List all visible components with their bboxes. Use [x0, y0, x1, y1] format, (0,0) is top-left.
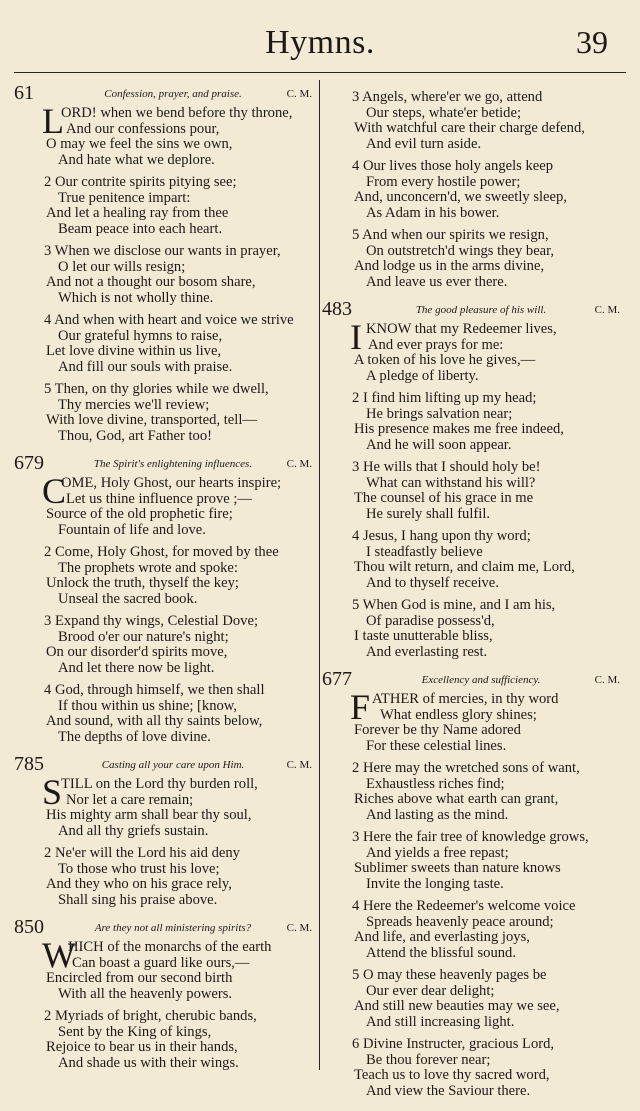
verse-line: And not a thought our bosom share, [46, 274, 256, 290]
verse-line: The counsel of his grace in me [354, 490, 534, 506]
verse-line: Forever be thy Name adored [354, 722, 521, 738]
verse-line: Encircled from our second birth [46, 970, 233, 986]
verse-line: 2 Here may the wretched sons of want, [352, 760, 580, 776]
hymn-topic: Confession, prayer, and praise. [104, 88, 242, 100]
verse-line: 3 Here the fair tree of knowledge grows, [352, 829, 589, 845]
verse-line: Nor let a care remain; [66, 791, 194, 808]
verse-line: 5 Then, on thy glories while we dwell, [44, 381, 269, 397]
drop-cap: C [42, 471, 67, 511]
drop-cap: S [42, 772, 63, 812]
verse-line: Let love divine within us live, [46, 343, 222, 359]
verse-line: 3 Angels, where'er we go, attend [352, 89, 543, 105]
verse-line: I steadfastly believe [366, 543, 483, 560]
verse-line: With love divine, transported, tell— [46, 412, 257, 428]
verse-line: Which is not wholly thine. [58, 289, 214, 306]
verse-line: 2 Come, Holy Ghost, for moved by thee [44, 544, 279, 560]
verse-line: Spreads heavenly peace around; [366, 913, 554, 930]
verse-line: Riches above what earth can grant, [354, 791, 559, 807]
verse-line: And let a healing ray from thee [46, 205, 229, 221]
hymn-number: 483 [322, 298, 352, 320]
verse-line: 5 O may these heavenly pages be [352, 967, 547, 983]
verse-line: And sound, with all thy saints below, [46, 713, 263, 729]
hymn-meter: C. M. [594, 674, 620, 686]
verse-line: And, unconcern'd, we sweetly sleep, [354, 189, 567, 205]
verse-line: Brood o'er our nature's night; [58, 628, 229, 645]
verse-line: If thou within us shine; [know, [58, 697, 238, 714]
verse-line: And to thyself receive. [366, 574, 499, 591]
verse-line: A pledge of liberty. [366, 367, 479, 384]
verse-line: And hate what we deplore. [58, 151, 215, 168]
verse-line: 2 Ne'er will the Lord his aid deny [44, 845, 240, 861]
verse-line: ATHER of mercies, in thy word [372, 691, 559, 707]
header-rule [14, 72, 626, 73]
hymn-meter: C. M. [594, 304, 620, 316]
verse-line: And view the Saviour there. [366, 1082, 531, 1099]
verse-line: Unseal the sacred book. [58, 590, 198, 607]
verse-line: What can withstand his will? [366, 474, 536, 491]
verse-line: Beam peace into each heart. [58, 220, 223, 237]
verse-line: And leave us ever there. [366, 273, 508, 290]
verse-line: And yields a free repast; [366, 844, 509, 861]
verse-line: Our grateful hymns to raise, [58, 327, 223, 344]
verse-line: With all the heavenly powers. [58, 985, 233, 1002]
verse-line: Shall sing his praise above. [58, 891, 218, 908]
verse-line: Fountain of life and love. [58, 521, 206, 538]
verse-line: For these celestial lines. [366, 737, 507, 754]
verse-line: His presence makes me free indeed, [354, 421, 564, 437]
verse-line: And life, and everlasting joys, [354, 929, 530, 945]
right-column [322, 90, 622, 1111]
verse-line: And lodge us in the arms divine, [354, 258, 545, 274]
verse-line: And our confessions pour, [66, 120, 220, 137]
hymn-topic: Excellency and sufficiency. [421, 674, 541, 686]
hymn-topic: The good pleasure of his will. [415, 304, 547, 316]
verse-line: Thy mercies we'll review; [58, 396, 210, 413]
verse-line: I taste unutterable bliss, [354, 628, 493, 644]
verse-line: Sublimer sweets than nature knows [354, 860, 561, 876]
verse-line: 2 Our contrite spirits pitying see; [44, 174, 237, 190]
verse-line: O may we feel the sins we own, [46, 136, 233, 152]
verse-line: Sent by the King of kings, [58, 1023, 212, 1040]
page-header [14, 24, 626, 70]
hymn-850-continued [322, 90, 622, 290]
column-divider [319, 80, 320, 1070]
verse-line: As Adam in his bower. [366, 204, 500, 221]
verse-line: Our steps, whate'er betide; [366, 104, 522, 121]
verse-line: Exhaustless riches find; [366, 775, 505, 792]
verse-line: O let our wills resign; [58, 258, 186, 275]
hymn-meter: C. M. [286, 88, 312, 100]
page-number: 39 [576, 24, 608, 60]
verse-line: 3 Expand thy wings, Celestial Dove; [44, 613, 259, 629]
verse-line: Let us thine influence prove ;— [66, 490, 253, 507]
verse-line: And evil turn aside. [366, 135, 482, 152]
verse-line: On outstretch'd wings they bear, [366, 242, 555, 259]
verse-line: KNOW that my Redeemer lives, [366, 321, 557, 337]
verse-line: Of paradise possess'd, [366, 612, 495, 629]
verse-line: HICH of the monarchs of the earth [68, 939, 272, 955]
verse-line: And he will soon appear. [366, 436, 512, 453]
hymn-785 [14, 753, 314, 908]
verse-line: 5 And when our spirits we resign, [352, 227, 549, 243]
verse-line: Can boast a guard like ours,— [72, 954, 250, 971]
verse-line: 6 Divine Instructer, gracious Lord, [352, 1036, 555, 1052]
hymn-677 [322, 668, 622, 1099]
verse-line: Be thou forever near; [366, 1051, 491, 1068]
verse-line: On our disorder'd spirits move, [46, 644, 228, 660]
hymn-number: 850 [14, 916, 44, 938]
verse-line: And shade us with their wings. [58, 1054, 239, 1071]
verse-line: He surely shall fulfil. [366, 505, 491, 522]
hymn-483 [322, 298, 622, 660]
verse-line: And all thy griefs sustain. [58, 822, 209, 839]
hymn-61 [14, 82, 314, 444]
hymn-topic: The Spirit's enlightening influences. [93, 458, 253, 470]
verse-line: And still increasing light. [366, 1013, 515, 1030]
verse-line: And they who on his grace rely, [46, 876, 232, 892]
hymn-number: 785 [14, 753, 44, 775]
verse-line: And let there now be light. [58, 659, 215, 676]
drop-cap: W [42, 935, 76, 975]
drop-cap: F [350, 687, 371, 727]
verse-line: And everlasting rest. [366, 643, 488, 660]
verse-line: Thou wilt return, and claim me, Lord, [354, 559, 575, 575]
verse-line: TILL on the Lord thy burden roll, [61, 776, 258, 792]
verse-line: And ever prays for me: [368, 336, 504, 353]
hymn-topic: Casting all your care upon Him. [101, 759, 245, 771]
verse-line: Thou, God, art Father too! [58, 427, 213, 444]
verse-line: 4 God, through himself, we then shall [44, 682, 265, 698]
verse-line: And still new beauties may we see, [354, 998, 560, 1014]
verse-line: The prophets wrote and spoke: [58, 559, 238, 576]
verse-line: With watchful care their charge defend, [354, 120, 585, 136]
verse-line: Source of the old prophetic fire; [46, 506, 233, 522]
verse-line: And fill our souls with praise. [58, 358, 233, 375]
verse-line: He brings salvation near; [366, 405, 513, 422]
verse-line: 4 Our lives those holy angels keep [352, 158, 554, 174]
drop-cap: I [350, 317, 362, 357]
verse-line: From every hostile power; [366, 173, 521, 190]
verse-line: 4 Here the Redeemer's welcome voice [352, 898, 576, 914]
hymn-679 [14, 452, 314, 745]
verse-line: 4 Jesus, I hang upon thy word; [352, 528, 531, 544]
hymn-topic: Are they not all ministering spirits? [94, 922, 252, 934]
verse-line: What endless glory shines; [380, 706, 537, 723]
verse-line: 3 When we disclose our wants in prayer, [44, 243, 281, 259]
hymn-meter: C. M. [286, 922, 312, 934]
verse-line: Teach us to love thy sacred word, [354, 1067, 550, 1083]
verse-line: True penitence impart: [58, 189, 191, 206]
verse-line: The depths of love divine. [58, 728, 211, 745]
verse-line: ORD! when we bend before thy throne, [61, 105, 293, 121]
hymn-850 [14, 916, 314, 1071]
verse-line: Attend the blissful sound. [366, 944, 516, 961]
verse-line: 5 When God is mine, and I am his, [352, 597, 556, 613]
verse-line: A token of his love he gives,— [354, 352, 536, 368]
hymn-number: 677 [322, 668, 352, 690]
verse-line: OME, Holy Ghost, our hearts inspire; [61, 475, 282, 491]
verse-line: Unlock the truth, thyself the key; [46, 575, 239, 591]
verse-line: 3 He wills that I should holy be! [352, 459, 541, 475]
hymn-meter: C. M. [286, 759, 312, 771]
verse-line: Our ever dear delight; [366, 982, 495, 999]
hymn-number: 679 [14, 452, 44, 474]
verse-line: And lasting as the mind. [366, 806, 509, 823]
hymn-meter: C. M. [286, 458, 312, 470]
left-column [14, 82, 314, 1083]
verse-line: Rejoice to bear us in their hands, [46, 1039, 238, 1055]
verse-line: Invite the longing taste. [366, 875, 504, 892]
page-title: Hymns. [265, 24, 375, 61]
verse-line: 4 And when with heart and voice we strive [44, 312, 294, 328]
hymn-number: 61 [14, 82, 34, 104]
verse-line: 2 I find him lifting up my head; [352, 390, 537, 406]
drop-cap: L [42, 101, 64, 141]
verse-line: His mighty arm shall bear thy soul, [46, 807, 252, 823]
verse-line: 2 Myriads of bright, cherubic bands, [44, 1008, 257, 1024]
verse-line: To those who trust his love; [58, 860, 220, 877]
